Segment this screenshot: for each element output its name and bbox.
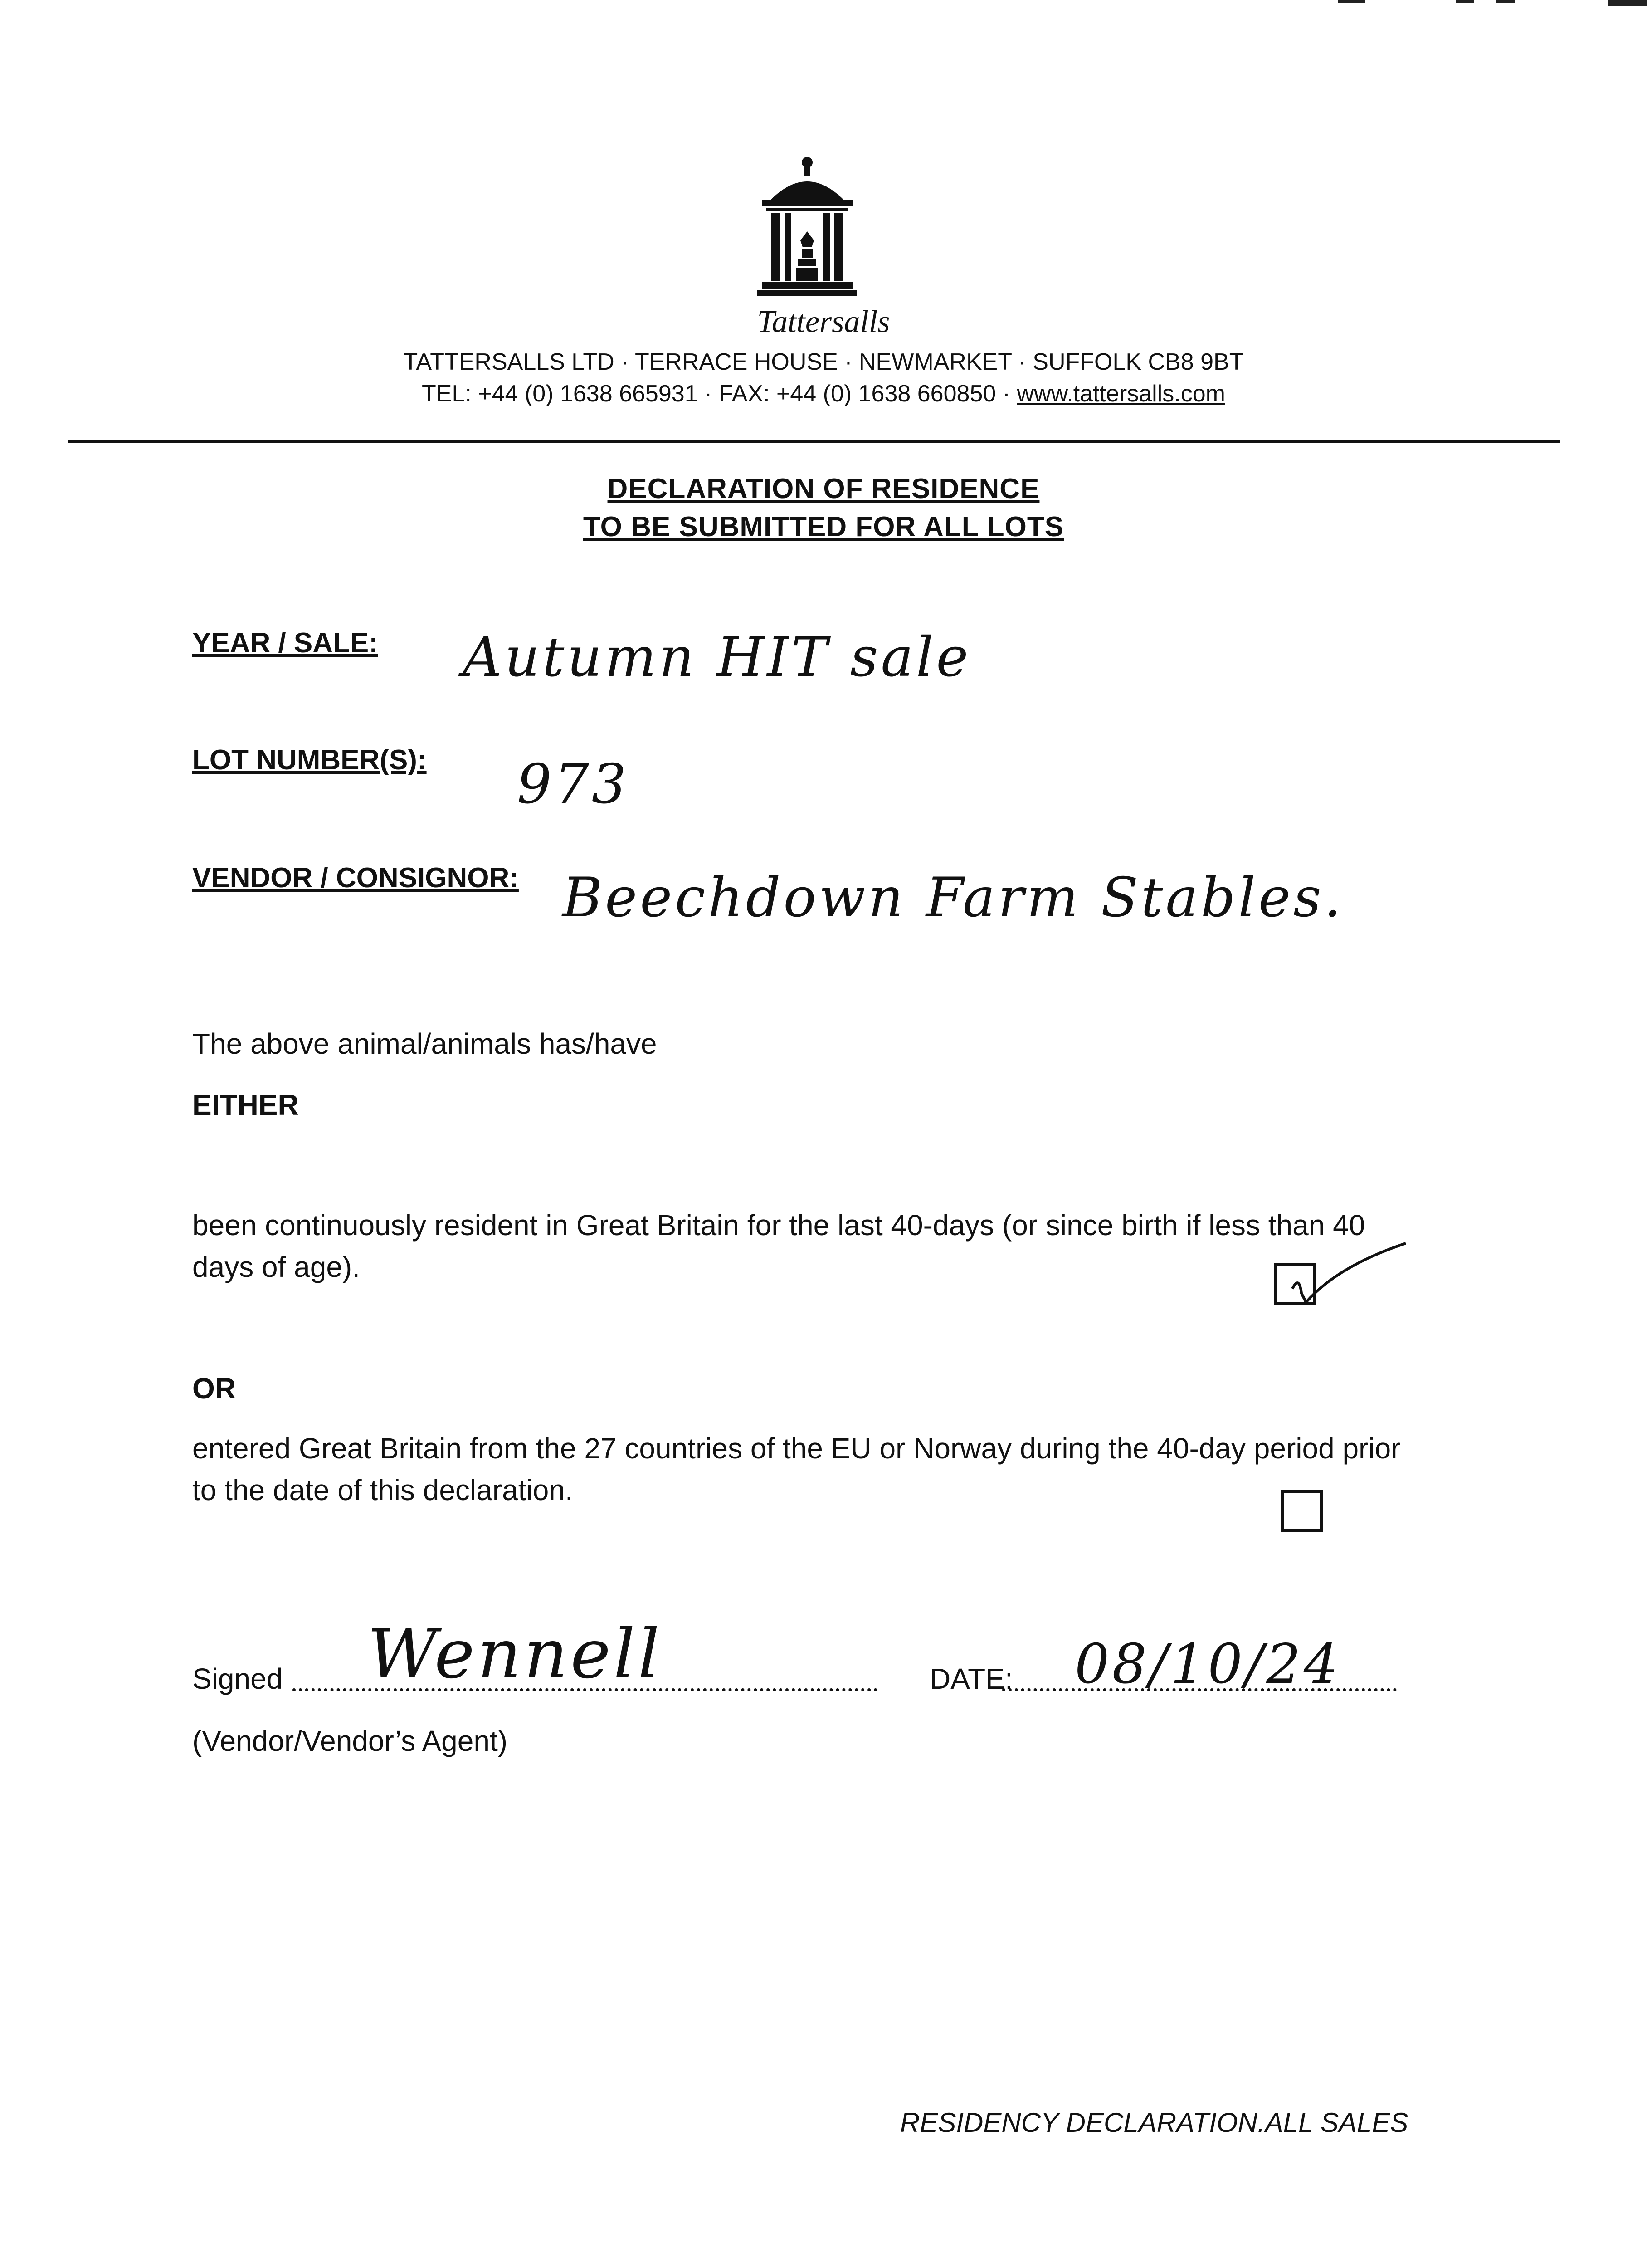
signed-label: Signed xyxy=(192,1662,283,1695)
year-sale-value[interactable]: Autumn HIT sale xyxy=(463,626,971,689)
scan-mark xyxy=(1338,0,1365,3)
scan-mark xyxy=(1456,0,1474,3)
scan-mark xyxy=(1608,0,1647,6)
declaration-intro: The above animal/animals has/have xyxy=(192,1027,657,1060)
vendor-consignor-label: VENDOR / CONSIGNOR: xyxy=(192,862,519,894)
address-line: TATTERSALLS LTD · TERRACE HOUSE · NEWMARKET · SUFFOLK CB8 9BT xyxy=(403,349,1244,375)
either-heading: EITHER xyxy=(192,1089,299,1121)
year-sale-label: YEAR / SALE: xyxy=(192,627,378,659)
vendor-consignor-value[interactable]: Beechdown Farm Stables. xyxy=(562,866,1344,929)
header-divider xyxy=(68,440,1560,443)
checkmark-icon xyxy=(1274,1221,1410,1320)
option-1-text: been continuously resident in Great Britain for the last 40-days (or since birth if less than 40 days of age). xyxy=(192,1209,1365,1283)
option-1-checkbox[interactable] xyxy=(1274,1263,1316,1305)
signature-value[interactable]: Wennell xyxy=(367,1615,663,1694)
brand-name: Tattersalls xyxy=(757,304,890,339)
form-subtitle: TO BE SUBMITTED FOR ALL LOTS xyxy=(583,511,1064,543)
signer-role: (Vendor/Vendor’s Agent) xyxy=(192,1725,508,1757)
contact-numbers: TEL: +44 (0) 1638 665931 · FAX: +44 (0) 1638 660850 · xyxy=(422,381,1017,407)
form-title: DECLARATION OF RESIDENCE xyxy=(607,473,1040,504)
lot-numbers-label: LOT NUMBER(S): xyxy=(192,744,427,776)
website-link[interactable]: www.tattersalls.com xyxy=(1017,381,1225,407)
date-label: DATE: xyxy=(930,1662,1013,1695)
tattersalls-logo xyxy=(753,154,862,304)
option-2-text: entered Great Britain from the 27 countries of the EU or Norway during the 40-day period prior to the date of this declaration. xyxy=(192,1432,1401,1506)
lot-numbers-value[interactable]: 973 xyxy=(517,753,629,816)
contact-line xyxy=(0,380,1647,407)
date-value[interactable]: 08/10/24 xyxy=(1075,1633,1341,1696)
option-2-checkbox[interactable] xyxy=(1281,1490,1323,1532)
or-heading: OR xyxy=(192,1372,236,1405)
footer-reference: RESIDENCY DECLARATION.ALL SALES xyxy=(900,2107,1408,2138)
scan-mark xyxy=(1496,0,1515,3)
